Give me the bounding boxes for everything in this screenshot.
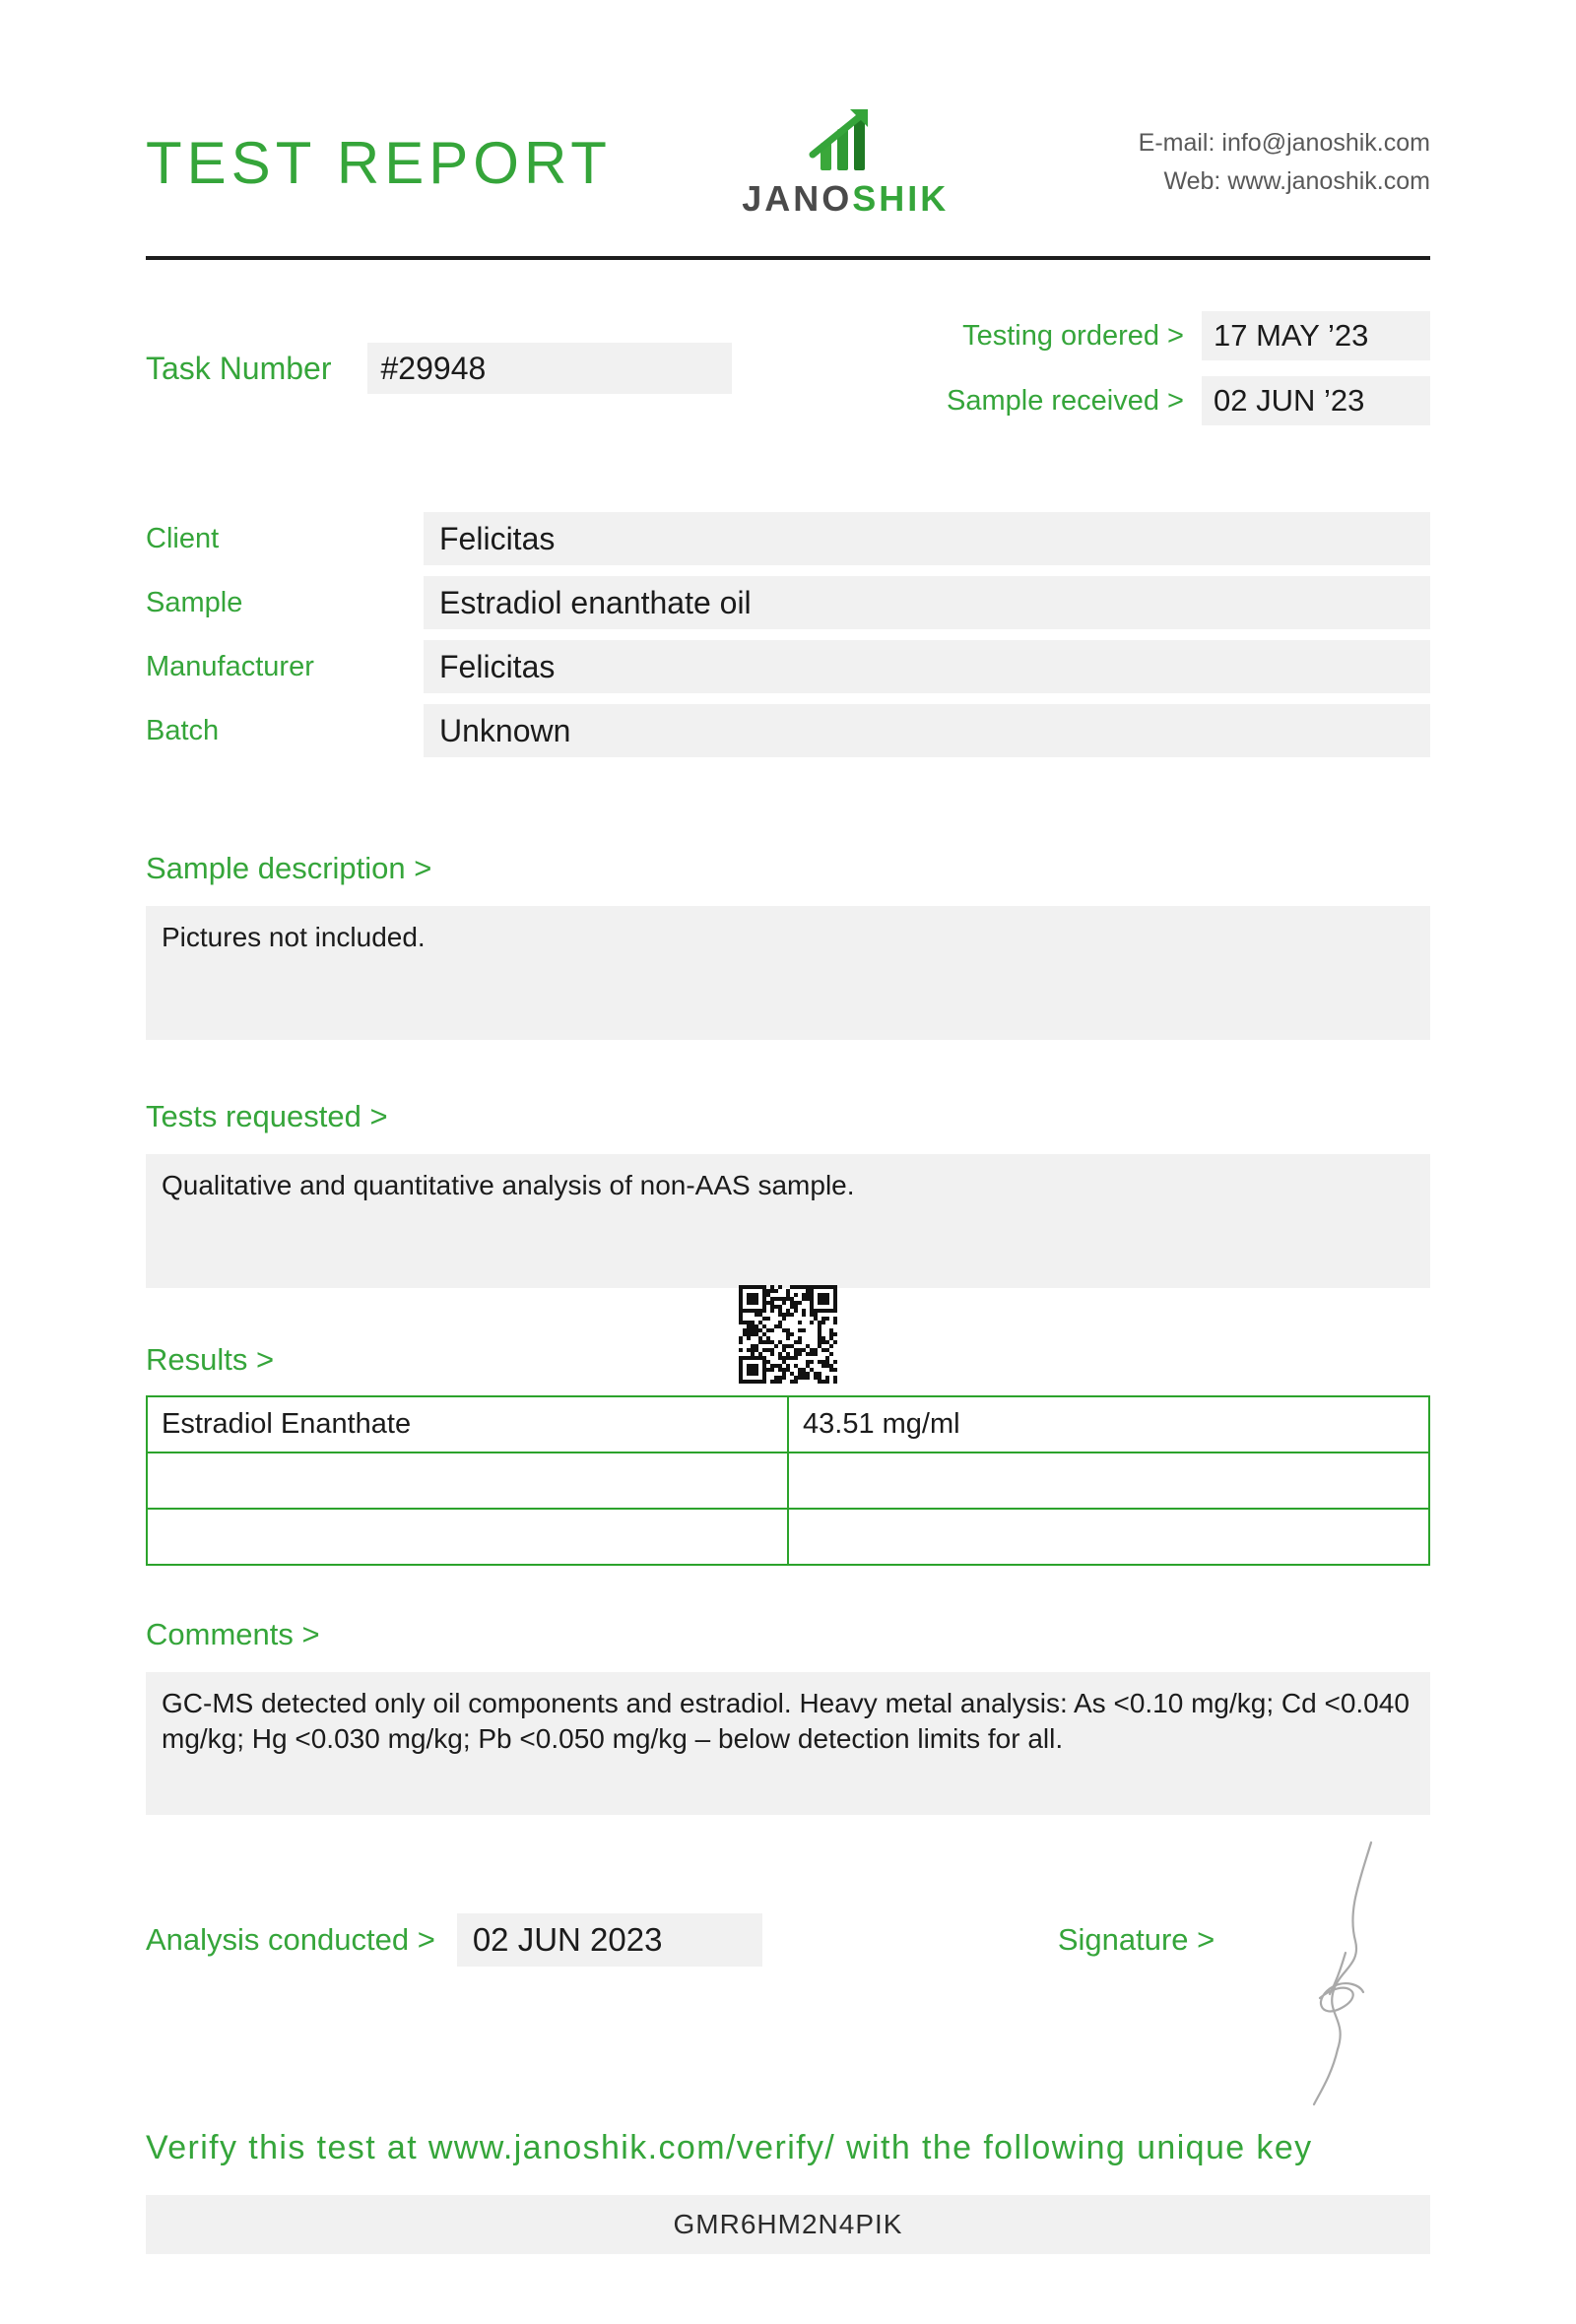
verify-instruction: Verify this test at www.janoshik.com/verify/ with the following unique key — [146, 2129, 1313, 2166]
table-row — [147, 1452, 1429, 1509]
contact-web-line — [1139, 162, 1430, 201]
table-row — [147, 1509, 1429, 1565]
info-row-batch — [146, 704, 1430, 757]
signature-scribble — [1277, 1835, 1395, 2110]
result-substance-empty — [147, 1509, 788, 1565]
page-title: TEST REPORT — [146, 129, 612, 196]
verify-key-value: GMR6HM2N4PIK — [673, 2209, 903, 2239]
analysis-signature-row — [146, 1913, 1430, 1967]
sample-description-heading: Sample description > — [146, 851, 432, 885]
testing-ordered-label: Testing ordered > — [962, 319, 1184, 352]
client-label: Client — [146, 522, 220, 554]
sample-value: Estradiol enanthate oil — [424, 576, 1430, 629]
janoshik-logo — [742, 105, 949, 220]
result-substance-empty — [147, 1452, 788, 1509]
comments-text: GC-MS detected only oil components and estradiol. Heavy metal analysis: As <0.10 mg/kg; Cd <0.040 mg/kg; Hg <0.030 mg/kg; Pb <0.050 mg/kg – below detection limits for all. — [146, 1672, 1430, 1815]
contact-email-line — [1139, 124, 1430, 162]
comments-heading: Comments > — [146, 1617, 320, 1651]
tests-requested-text: Qualitative and quantitative analysis of non-AAS sample. — [146, 1154, 1430, 1288]
task-number-value: #29948 — [367, 343, 732, 394]
manufacturer-label: Manufacturer — [146, 650, 314, 682]
client-value: Felicitas — [424, 512, 1430, 565]
task-section — [146, 311, 1430, 425]
web-label: Web: — [1163, 167, 1221, 195]
analysis-conducted-label: Analysis conducted > — [146, 1922, 435, 1957]
tests-requested-heading: Tests requested > — [146, 1099, 388, 1133]
table-row — [147, 1396, 1429, 1452]
logo-wordmark — [742, 178, 949, 220]
bar-chart-icon — [805, 105, 886, 176]
sample-received-row — [947, 376, 1430, 425]
result-substance: Estradiol Enanthate — [147, 1396, 788, 1452]
sample-received-label: Sample received > — [947, 384, 1184, 417]
results-heading: Results > — [146, 1342, 275, 1377]
result-concentration-empty — [788, 1452, 1429, 1509]
header-divider — [146, 256, 1430, 260]
sample-description-text: Pictures not included. — [146, 906, 1430, 1040]
sample-label: Sample — [146, 586, 243, 618]
results-table — [146, 1395, 1430, 1566]
task-number-label: Task Number — [146, 350, 332, 386]
testing-ordered-value: 17 MAY ’23 — [1202, 311, 1430, 360]
info-row-manufacturer — [146, 640, 1430, 693]
info-row-client — [146, 512, 1430, 565]
qr-code — [739, 1285, 837, 1384]
info-row-sample — [146, 576, 1430, 629]
results-section — [146, 1342, 1430, 1566]
batch-label: Batch — [146, 714, 220, 746]
tests-requested-section — [146, 1099, 1430, 1288]
web-value[interactable]: www.janoshik.com — [1227, 167, 1430, 195]
logo-text-jano: JANO — [742, 178, 853, 219]
sample-received-value: 02 JUN ’23 — [1202, 376, 1430, 425]
verify-key-box — [146, 2195, 1430, 2254]
result-concentration: 43.51 mg/ml — [788, 1396, 1429, 1452]
sample-info-section — [146, 512, 1430, 757]
testing-ordered-row — [947, 311, 1430, 360]
comments-section — [146, 1617, 1430, 1815]
logo-text-shik: SHIK — [852, 178, 950, 219]
signature-label: Signature > — [1057, 1922, 1215, 1957]
report-header — [146, 89, 1430, 236]
contact-info — [1139, 124, 1430, 201]
batch-value: Unknown — [424, 704, 1430, 757]
result-concentration-empty — [788, 1509, 1429, 1565]
analysis-date-value: 02 JUN 2023 — [457, 1913, 762, 1967]
email-value[interactable]: info@janoshik.com — [1221, 129, 1430, 158]
manufacturer-value: Felicitas — [424, 640, 1430, 693]
sample-description-section — [146, 851, 1430, 1040]
task-number-group — [146, 311, 732, 425]
dates-group — [947, 311, 1430, 425]
email-label: E-mail: — [1138, 129, 1215, 158]
